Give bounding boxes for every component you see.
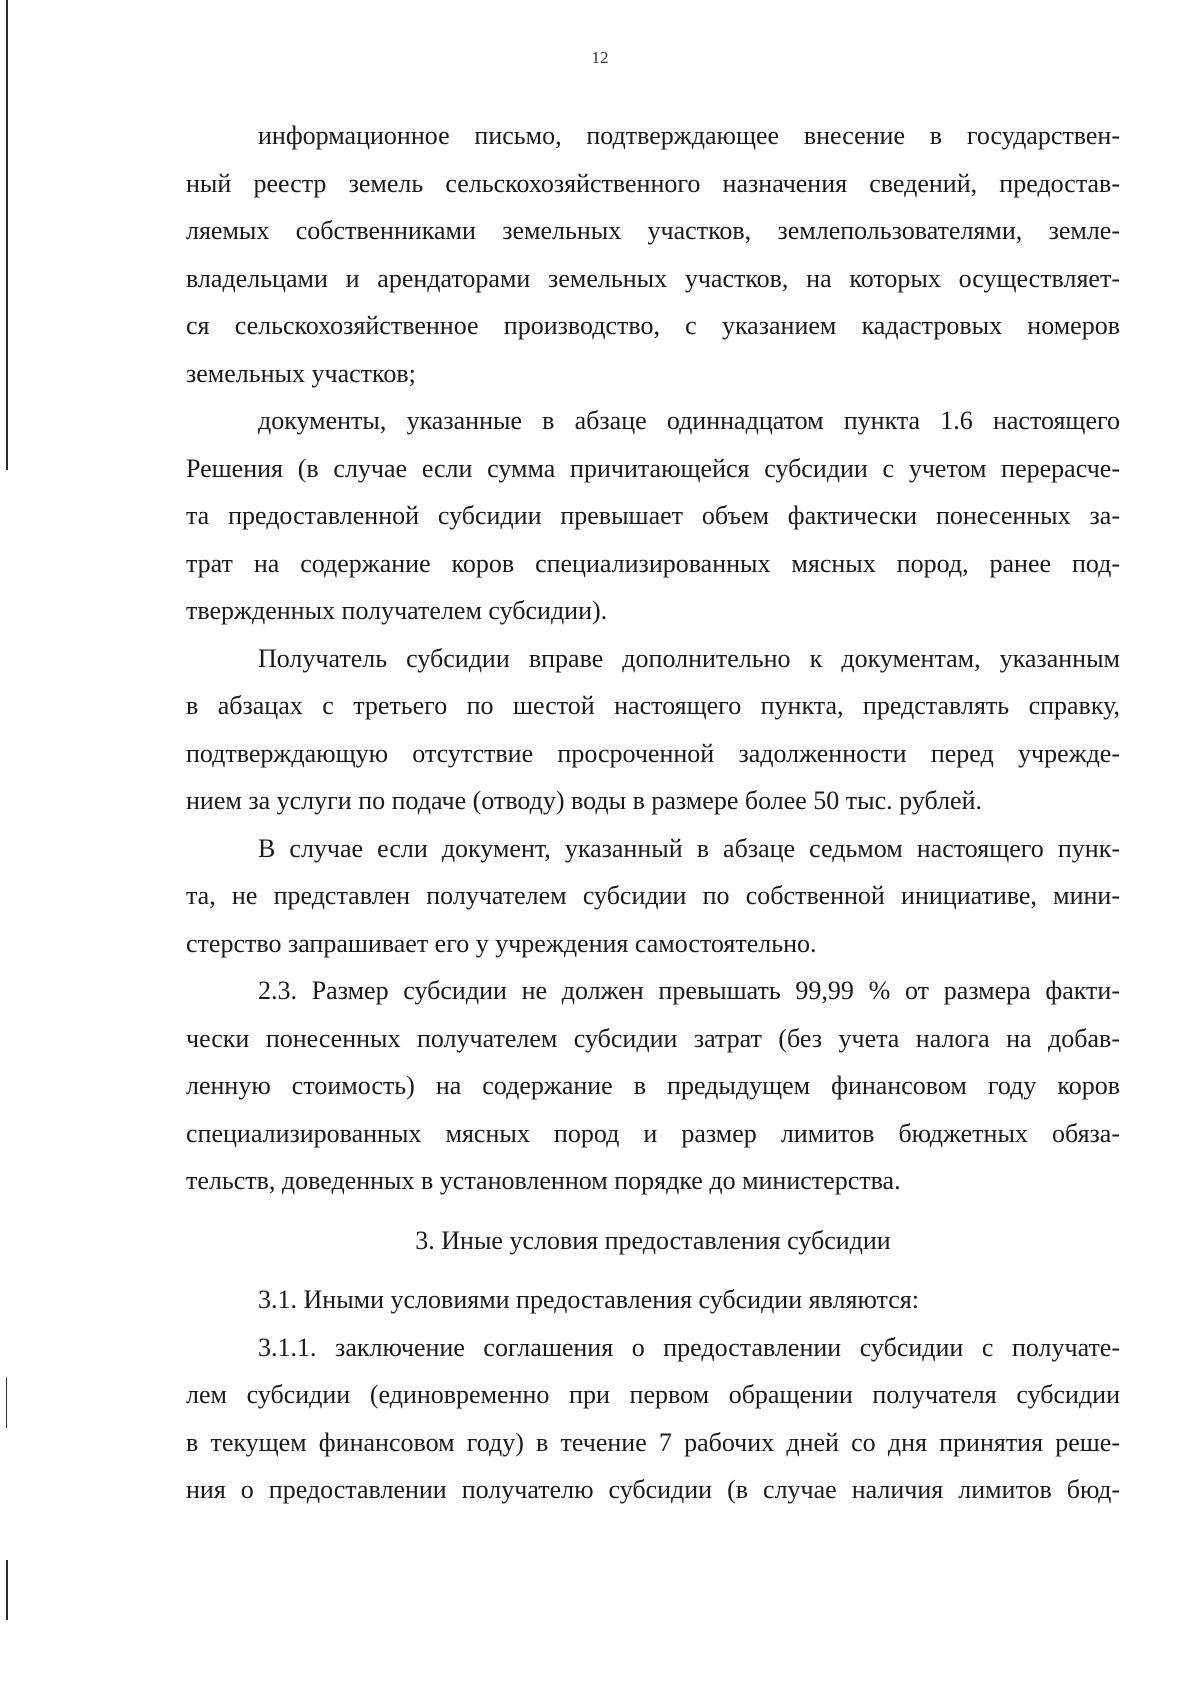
text-line: специализированных мясных пород и размер лимитов бюджетных обяза-: [186, 1118, 1120, 1148]
text-line: нием за услуги по подаче (отводу) воды в размере более 50 тыс. рублей.: [186, 786, 982, 815]
text-line: та, не представлен получателем субсидии по собственной инициативе, мини-: [186, 881, 1120, 910]
text-line: В случае если документ, указанный в абзаце седьмом настоящего пунк-: [258, 833, 1120, 863]
paragraph-gap: [186, 1264, 1120, 1276]
text-line: 2.3. Размер субсидии не должен превышать 99,99 % от размера факти-: [258, 976, 1120, 1005]
text-line: чески понесенных получателем субсидии затрат (без учета налога на добав-: [186, 1023, 1120, 1053]
text-line: 3.1. Иными условиями предоставления субсидии являются:: [258, 1285, 919, 1314]
text-line: ния о предоставлении получателю субсидии (в случае наличия лимитов бюд-: [186, 1475, 1120, 1504]
scan-edge-line: [6, 0, 8, 470]
section-heading: 3. Иные условия предоставления субсидии: [415, 1225, 891, 1255]
page-number: 12: [591, 48, 609, 67]
text-line: Получатель субсидии вправе дополнительно к документам, указанным: [258, 643, 1120, 673]
text-line: ный реестр земель сельскохозяйственного назначения сведений, предостав-: [186, 168, 1120, 198]
document-body: [186, 112, 1120, 1514]
text-line: твержденных получателем субсидии).: [186, 596, 608, 625]
text-line: документы, указанные в абзаце одиннадцатом пункта 1.6 настоящего: [258, 406, 1120, 435]
text-line: ся сельскохозяйственное производство, с указанием кадастровых номеров: [186, 311, 1120, 340]
text-line: трат на содержание коров специализированных мясных пород, ранее под-: [186, 548, 1120, 578]
text-line: 3.1.1. заключение соглашения о предоставлении субсидии с получате-: [258, 1332, 1120, 1362]
text-line: лем субсидии (единовременно при первом обращении получателя субсидии: [186, 1380, 1120, 1409]
text-line: в абзацах с третьего по шестой настоящего пункта, представлять справку,: [186, 691, 1120, 720]
text-line: в текущем финансовом году) в течение 7 рабочих дней со дня принятия реше-: [186, 1427, 1120, 1457]
text-line: ленную стоимость) на содержание в предыдущем финансовом году коров: [186, 1071, 1120, 1100]
text-line: Решения (в случае если сумма причитающейся субсидии с учетом перерасче-: [186, 453, 1120, 483]
text-line: та предоставленной субсидии превышает объем фактически понесенных за-: [186, 501, 1120, 530]
text-line: земельных участков;: [186, 358, 416, 388]
text-line: ляемых собственниками земельных участков, землепользователями, земле-: [186, 216, 1120, 245]
paragraph-gap: [186, 1205, 1120, 1217]
text-line: информационное письмо, подтверждающее внесение в государствен-: [258, 121, 1120, 150]
scan-edge-line: [6, 1560, 8, 1620]
text-line: владельцами и арендаторами земельных участков, на которых осуществляет-: [186, 263, 1120, 293]
scan-edge-line: [6, 1378, 7, 1428]
text-line: тельств, доведенных в установленном порядке до министерства.: [186, 1166, 901, 1195]
text-line: стерство запрашивает его у учреждения самостоятельно.: [186, 928, 817, 958]
text-line: подтверждающую отсутствие просроченной задолженности перед учрежде-: [186, 738, 1120, 768]
